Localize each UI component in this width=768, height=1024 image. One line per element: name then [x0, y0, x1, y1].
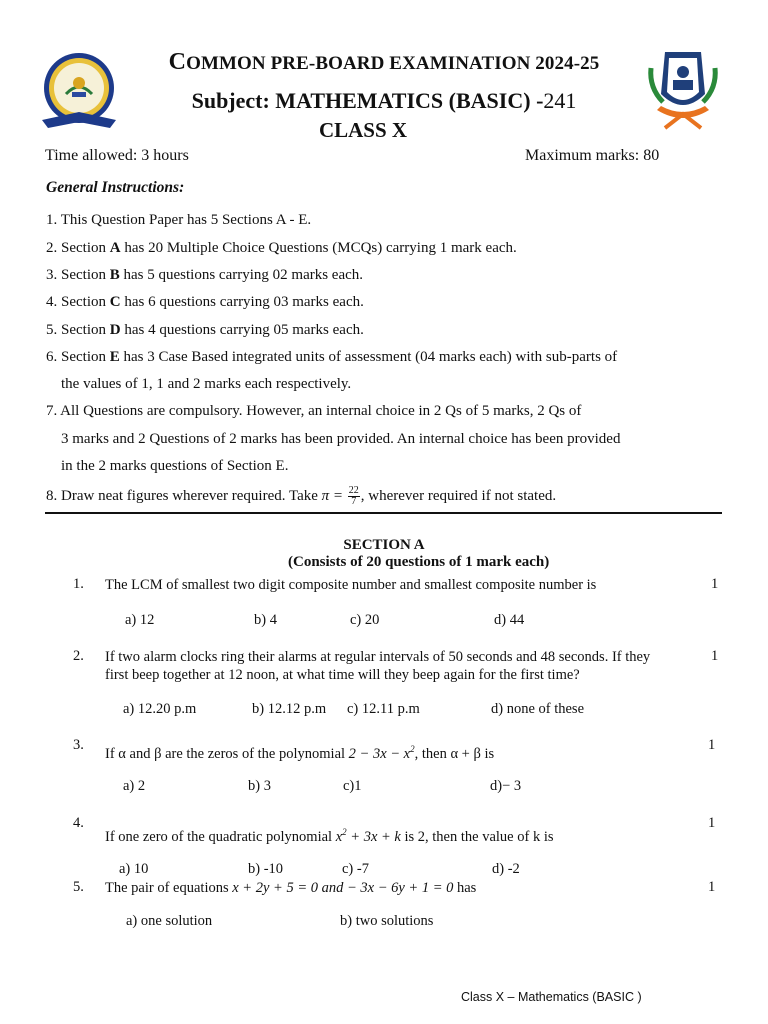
option-a: a) 10 [119, 861, 149, 877]
question-number: 1. [73, 576, 84, 592]
question-text: If one zero of the quadratic polynomial $x^2 + 3x + k$ is 2, then the value of k is [105, 827, 554, 845]
question-marks: 1 [708, 737, 716, 753]
subject-title: Subject: MATHEMATICS (BASIC) -241 [191, 88, 577, 113]
class-title: CLASS X [318, 118, 408, 142]
option-c: c) 20 [350, 612, 380, 628]
instruction-5: 5. Section D has 4 questions carrying 05 marks each. [46, 322, 364, 338]
instruction-1: 1. This Question Paper has 5 Sections A - E. [46, 212, 312, 228]
option-a: a) one solution [126, 913, 213, 929]
question-text: If two alarm clocks ring their alarms at regular intervals of 50 seconds and 48 seconds. If they [105, 649, 651, 665]
option-d: d) -2 [492, 861, 520, 877]
option-b: b) 4 [254, 612, 277, 628]
option-b: b) -10 [248, 861, 284, 877]
page-footer: Class X – Mathematics (BASIC ) [461, 990, 642, 1004]
general-instructions-heading: General Instructions: [46, 179, 185, 196]
question-number: 5. [73, 879, 84, 895]
question-marks: 1 [711, 576, 719, 592]
question-text: The pair of equations x + 2y + 5 = 0 and − 3x − 6y + 1 = 0 has [105, 880, 477, 896]
maximum-marks: Maximum marks: 80 [525, 147, 660, 164]
instruction-7-line-3: in the 2 marks questions of Section E. [61, 458, 289, 474]
option-c: c) 12.11 p.m [347, 701, 420, 717]
pi-fraction: $\frac{22}{7}$ [348, 485, 359, 508]
option-b: b) 12.12 p.m [252, 701, 327, 717]
instruction-6-line-2: the values of 1, 1 and 2 marks each respectively. [61, 376, 352, 392]
section-subtitle: (Consists of 20 questions of 1 mark each) [288, 554, 550, 570]
question-number: 2. [73, 648, 84, 664]
instruction-4: 4. Section C has 6 questions carrying 03 marks each. [46, 294, 364, 310]
option-b: b) 3 [248, 778, 271, 794]
option-d: d) none of these [491, 701, 585, 717]
question-marks: 1 [711, 648, 719, 664]
option-c: c)1 [343, 778, 362, 794]
option-b: b) two solutions [340, 913, 434, 929]
option-a: a) 2 [123, 778, 146, 794]
instruction-7: 7. All Questions are compulsory. However, an internal choice in 2 Qs of 5 marks, 2 Qs of [46, 403, 582, 419]
question-marks: 1 [708, 815, 716, 831]
time-allowed: Time allowed: 3 hours [45, 147, 189, 164]
instruction-3: 3. Section B has 5 questions carrying 02 marks each. [46, 267, 364, 283]
question-number: 3. [73, 737, 84, 753]
option-c: c) -7 [342, 861, 369, 877]
question-number: 4. [73, 815, 84, 831]
section-divider [45, 512, 722, 514]
instruction-7-line-2: 3 marks and 2 Questions of 2 marks has been provided. An internal choice has been provided [61, 431, 621, 447]
option-d: d) 44 [494, 612, 525, 628]
section-title: SECTION A [343, 537, 425, 553]
instruction-8: 8. Draw neat figures wherever required. Take π = $\frac{22}{7}$ , wherever required if not stated. [46, 485, 557, 508]
question-text: If α and β are the zeros of the polynomial $2 - 3x - x^2$, then α + β is [105, 744, 495, 762]
question-marks: 1 [708, 879, 716, 895]
question-text-line-2: first beep together at 12 noon, at what time will they beep again for the first time? [105, 667, 580, 683]
option-a: a) 12 [125, 612, 155, 628]
instruction-2: 2. Section A has 20 Multiple Choice Questions (MCQs) carrying 1 mark each. [46, 240, 517, 256]
option-a: a) 12.20 p.m [123, 701, 197, 717]
option-d: d)− 3 [490, 778, 522, 794]
exam-title: COMMON PRE-BOARD EXAMINATION 2024-25 [168, 49, 600, 75]
question-text: The LCM of smallest two digit composite number and smallest composite number is [105, 577, 597, 593]
instruction-6: 6. Section E has 3 Case Based integrated units of assessment (04 marks each) with sub-parts of [46, 349, 618, 365]
